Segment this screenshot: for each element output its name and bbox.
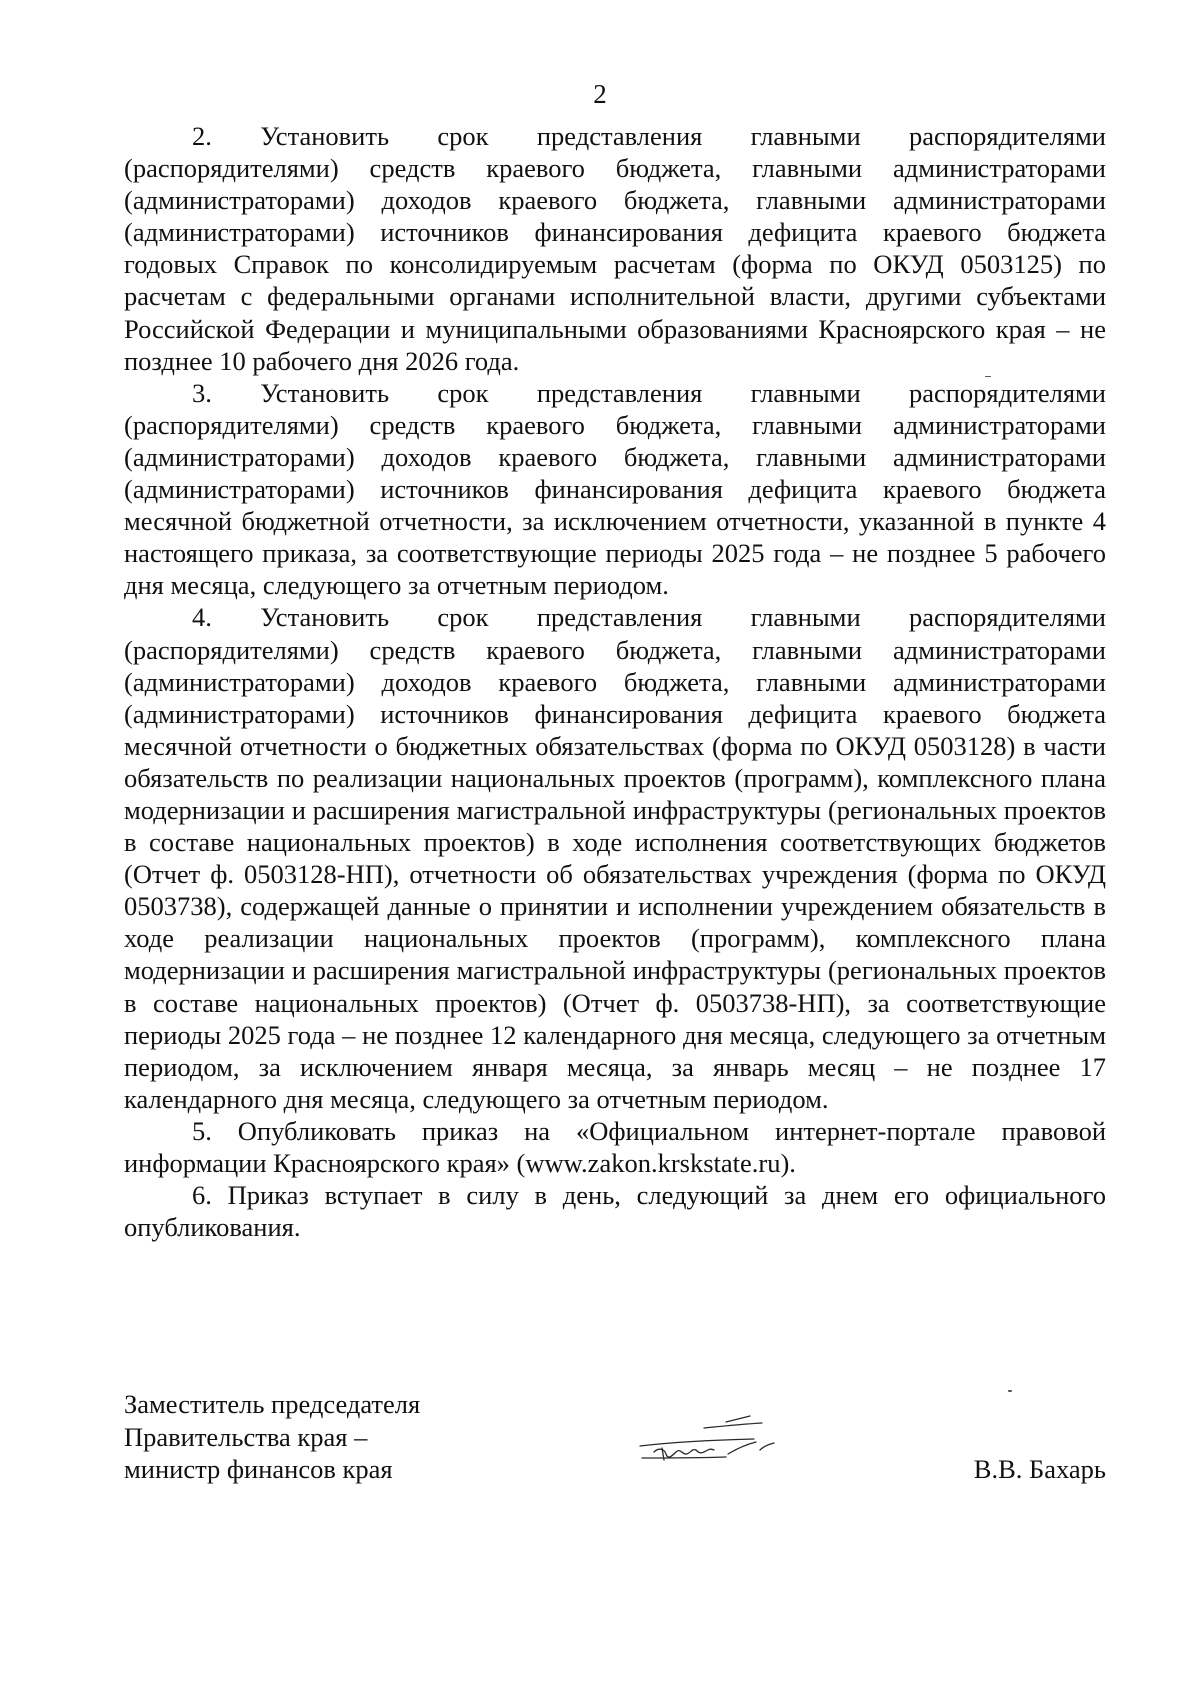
document-body (124, 120, 1106, 1243)
signature-block (124, 1388, 1106, 1508)
signer-position (124, 1388, 420, 1486)
paragraph-4: 4. Установить срок представления главными распорядителями (распорядителями) средств краевого бюджета, главными администраторами (администраторами) доходов краевого бюджета, главными администраторами (администраторами) источников финансирования дефицита краевого бюджета месячной отчетности о бюджетных обязательствах (форма по ОКУД 0503128) в части обязательств по реализации национальных проектов (программ), комплексного плана модернизации и расширения магистральной инфраструктуры (региональных проектов в составе национальных проектов) в ходе исполнения соответствующих бюджетов (Отчет ф. 0503128-НП), отчетности об обязательствах учреждения (форма по ОКУД 0503738), содержащей данные о принятии и исполнении учреждением обязательств в ходе реализации национальных проектов (программ), комплексного плана модернизации и расширения магистральной инфраструктуры (региональных проектов в составе национальных проектов) (Отчет ф. 0503738-НП), за соответствующие периоды 2025 года – не позднее 12 календарного дня месяца, следующего за отчетным периодом, за исключением января месяца, за январь месяц – не позднее 17 календарного дня месяца, следующего за отчетным периодом. (124, 602, 1106, 1114)
scan-speck (985, 376, 991, 377)
paragraph-6: 6. Приказ вступает в силу в день, следующий за днем его официального опубликования. (124, 1180, 1106, 1243)
page-number: 2 (593, 79, 607, 109)
paragraph-2: 2. Установить срок представления главными распорядителями (распорядителями) средств краевого бюджета, главными администраторами (администраторами) доходов краевого бюджета, главными администраторами (администраторами) источников финансирования дефицита краевого бюджета годовых Справок по консолидируемым расчетам (форма по ОКУД 0503125) по расчетам с федеральными органами исполнительной власти, другими субъектами Российской Федерации и муниципальными образованиями Красноярского края – не позднее 10 рабочего дня 2026 года. (124, 121, 1106, 376)
signer-position-line: министр финансов края (124, 1454, 393, 1484)
handwritten-signature (634, 1408, 794, 1478)
paragraph-5: 5. Опубликовать приказ на «Официальном интернет-портале правовой информации Красноярского края» (www.zakon.krskstate.ru). (124, 1115, 1106, 1178)
signer-name: В.В. Бахарь (973, 1454, 1106, 1484)
paragraph-3: 3. Установить срок представления главными распорядителями (распорядителями) средств краевого бюджета, главными администраторами (администраторами) доходов краевого бюджета, главными администраторами (администраторами) источников финансирования дефицита краевого бюджета месячной бюджетной отчетности, за исключением отчетности, указанной в пункте 4 настоящего приказа, за соответствующие периоды 2025 года – не позднее 5 рабочего дня месяца, следующего за отчетным периодом. (124, 377, 1106, 601)
scan-speck (1008, 1390, 1012, 1392)
signer-position-line: Заместитель председателя (124, 1389, 421, 1419)
signer-position-line: Правительства края – (124, 1421, 368, 1452)
